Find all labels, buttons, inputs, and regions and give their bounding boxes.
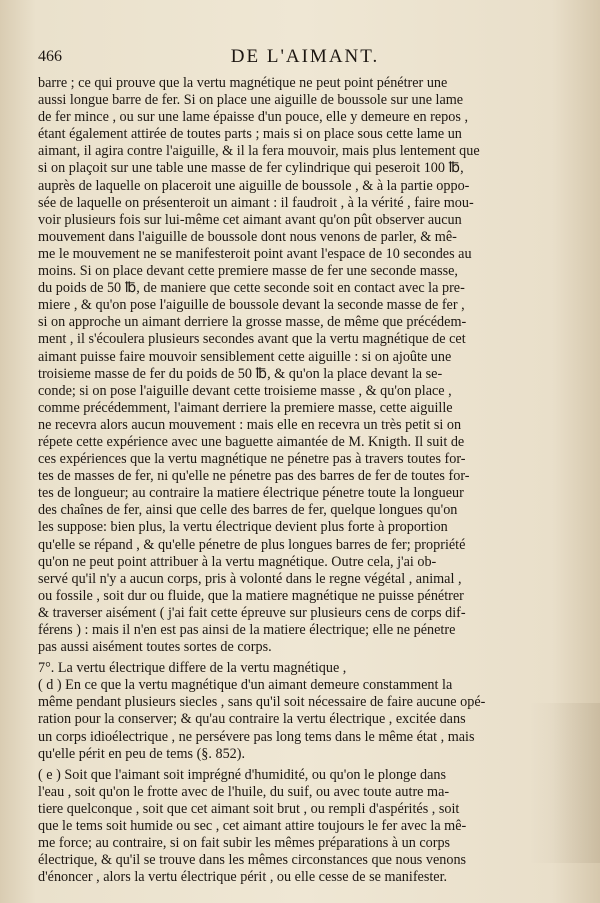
text-line: qu'on ne peut point attribuer à la vertu magnétique. Outre cela, j'ai ob- [38,553,437,570]
text-line: miere , & qu'on pose l'aiguille de boussole devant la seconde masse de fer , [38,297,465,314]
text-line: auprès de laquelle on placeroit une aiguille de boussole , & à la partie oppo- [38,177,470,194]
text-line: ( d ) En ce que la vertu magnétique d'un aimant demeure constamment la [38,677,453,694]
text-line: tiere quelconque , soit que cet aimant soit brut , ou rempli d'aspérités , soit [38,800,460,817]
running-title: DE L'AIMANT. [230,46,380,67]
text-line: pas aussi aisément toutes sortes de corps. [38,639,272,656]
text-line: ces expériences que la vertu magnétique ne pénetre pas à travers toutes for- [38,451,466,468]
text-line: si on approche un aimant derriere la grosse masse, de même que précédem- [38,314,467,331]
text-line: d'énoncer , alors la vertu électrique périt , ou elle cesse de se manifester. [38,869,448,886]
page-number: 466 [38,48,62,65]
text-line: répete cette expérience avec une baguette aimantée de M. Knigth. Il suit de [38,433,465,450]
paragraph [38,75,570,656]
text-line: les suppose: bien plus, la vertu électrique devient plus forte à proportion [38,519,448,536]
text-line: comme précédemment, l'aimant derriere la premiere masse, cette aiguille [38,399,453,416]
text-line: des chaînes de fer, ainsi que celle des barres de fer, quelque longues qu'on [38,502,458,519]
paragraph [38,677,570,762]
text-line: mouvement dans l'aiguille de boussole dont nous venons de parler, & mê- [38,228,457,245]
text-line: sée de laquelle on présenteroit un aimant : il faudroit , à la vérité , faire mou- [38,194,474,211]
text-line: 7°. La vertu électrique differe de la vertu magnétique , [38,660,347,677]
text-line: moins. Si on place devant cette premiere masse de fer une seconde masse, [38,263,458,280]
text-line: tes de masses de fer, ni qu'elle ne pénetre pas des barres de fer de toutes for- [38,468,470,485]
text-line: aimant puisse faire mouvoir sensiblement cette aiguille : si on ajoûte une [38,348,452,365]
text-line: & traverser aisément ( j'ai fait cette épreuve sur plusieurs cens de corps dif- [38,604,466,621]
text-line: un corps idioélectrique , ne persévere pas long tems dans le même état , mais [38,728,475,745]
text-line: du poids de 50 ℔, de maniere que cette seconde soit en contact avec la pre- [38,280,465,297]
text-line: tes de longueur; au contraire la matiere électrique pénetre toute la longueur [38,485,464,502]
text-line: ( e ) Soit que l'aimant soit imprégné d'humidité, ou qu'on le plonge dans [38,766,447,783]
text-line: me force; au contraire, si on fait subir les mêmes préparations à un corps [38,835,451,852]
text-line: ration pour la conserver; & qu'au contraire la vertu électrique , excitée dans [38,711,466,728]
text-line: aussi longue barre de fer. Si on place une aiguille de boussole sur une lame [38,92,464,109]
text-line: qu'elle périt en peu de tems (§. 852). [38,745,246,762]
text-line: l'eau , soit qu'on le frotte avec de l'huile, du suif, ou avec toute autre ma- [38,783,450,800]
text-line: me le mouvement ne se manifesteroit point avant l'espace de 10 secondes au [38,245,472,262]
text-line: voir plusieurs fois sur lui-même cet aimant avant qu'on pût observer aucun [38,211,462,228]
text-line: qu'elle se répand , & qu'elle pénetre de plus longues barres de fer; propriété [38,536,466,553]
page-body [38,75,570,886]
text-line: servé qu'il n'y a aucun corps, pris à volonté dans le regne végétal , animal , [38,570,462,587]
text-line: même pendant plusieurs siecles , sans qu'il soit nécessaire de faire aucune opé- [38,694,486,711]
text-line: si on plaçoit sur une table une masse de fer cylindrique qui peseroit 100 ℔, [38,160,464,177]
text-line: barre ; ce qui prouve que la vertu magnétique ne peut point pénétrer une [38,75,448,91]
text-line: aimant, il agira contre l'aiguille, & il la fera mouvoir, mais plus lentement que [38,143,480,160]
text-line: ment , il s'écoulera plusieurs secondes avant que la vertu magnétique de cet [38,331,466,348]
page-header [38,48,572,72]
text-line: conde; si on pose l'aiguille devant cette troisieme masse , & qu'on place , [38,382,452,399]
paragraph [38,660,570,677]
page-shadow [530,703,600,863]
text-line: de fer mince , ou sur une lame épaisse d'un pouce, elle y demeure en repos , [38,109,468,126]
text-line: férens ) : mais il n'en est pas ainsi de la matiere électrique; elle ne pénetre [38,622,456,638]
text-line: troisieme masse de fer du poids de 50 ℔, & qu'on la place devant la se- [38,365,443,382]
text-line: électrique, & qu'il se trouve dans les mêmes circonstances que nous venons [38,852,467,869]
text-line: étant également attirée de toutes parts ; mais si on place sous cette lame un [38,126,462,143]
paragraph [38,767,570,887]
text-line: ne recevra alors aucun mouvement : mais elle en recevra un très petit si on [38,416,462,433]
text-line: que le tems soit humide ou sec , cet aimant attire toujours le fer avec la mê- [38,818,467,835]
text-line: ou fossile , soit dur ou fluide, que la matiere magnétique ne puisse pénétrer [38,587,464,604]
